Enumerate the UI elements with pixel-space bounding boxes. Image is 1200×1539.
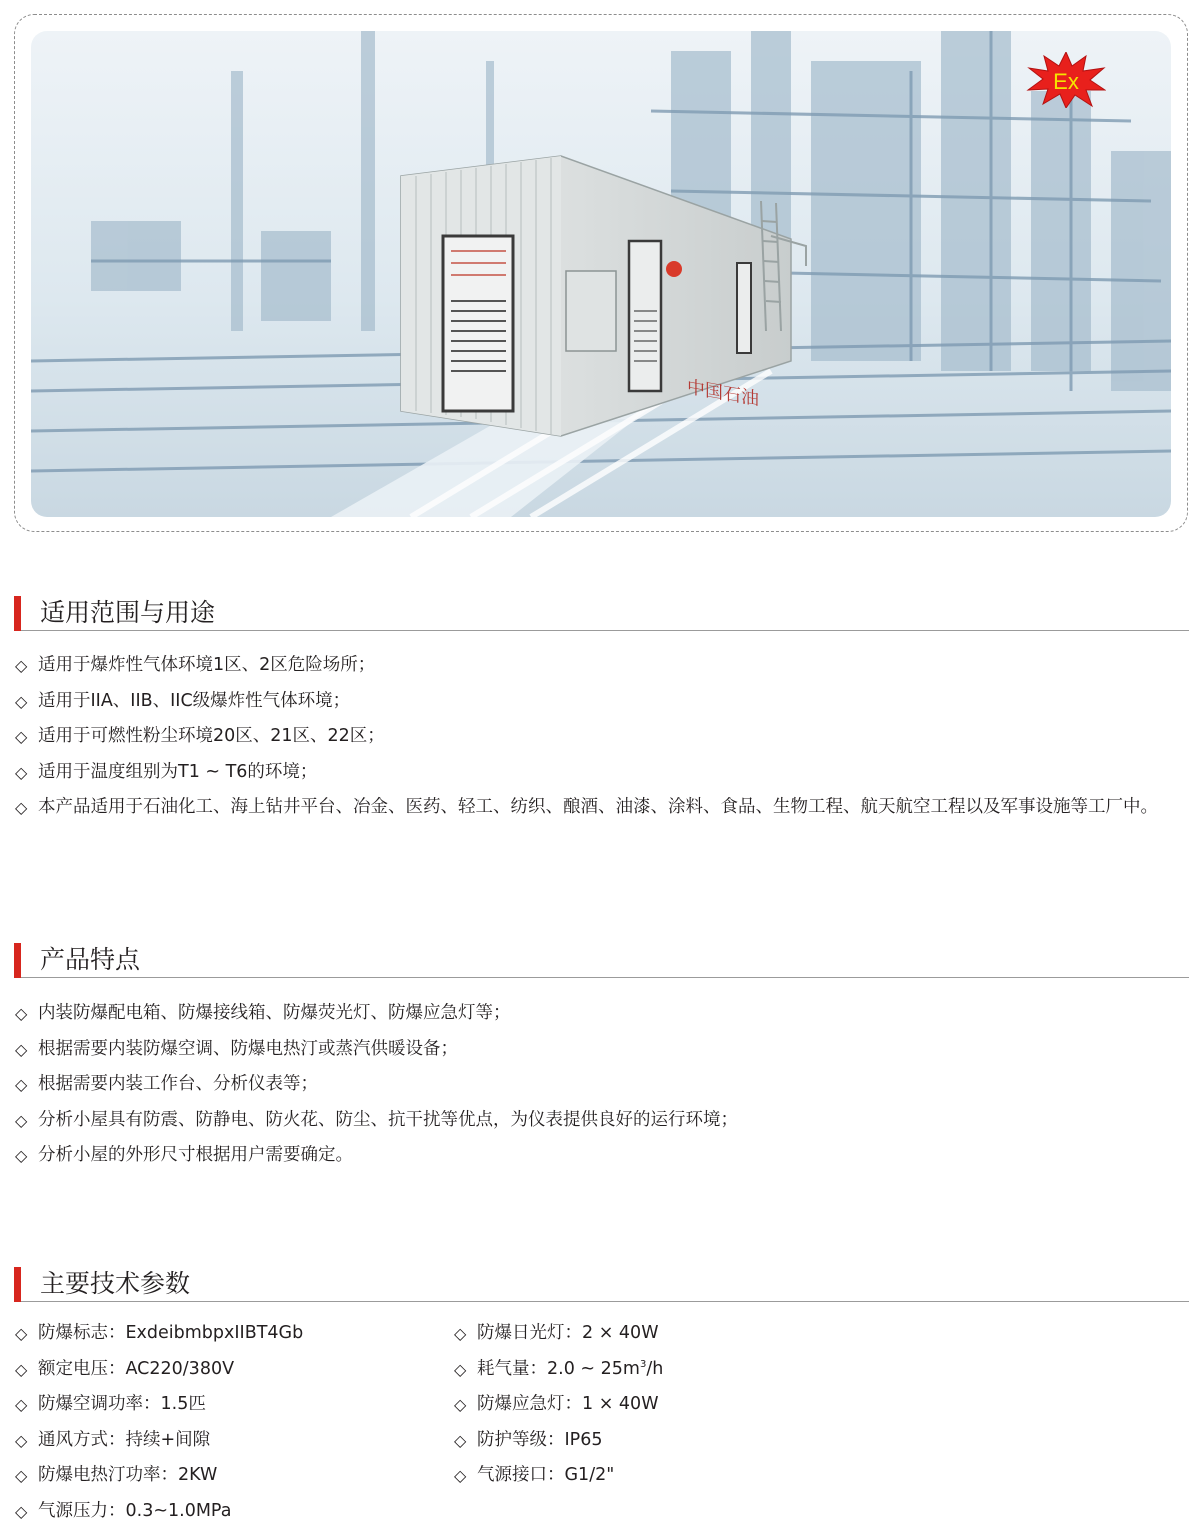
ex-badge-text: Ex bbox=[1053, 69, 1079, 94]
spec-item: ◇ 防爆标志：ExdeibmbpxIIBT4Gb bbox=[14, 1316, 303, 1352]
diamond-bullet-icon: ◇ bbox=[15, 656, 28, 675]
section-title: 产品特点 bbox=[40, 945, 141, 974]
spec-item: ◇ 防护等级：IP65 bbox=[453, 1423, 663, 1459]
container-logo-text: 中国石油 bbox=[687, 376, 759, 411]
diamond-bullet-icon: ◇ bbox=[454, 1395, 467, 1414]
spec-item: ◇ 耗气量：2.0 ~ $25m^3/h$ bbox=[453, 1352, 663, 1388]
diamond-bullet-icon: ◇ bbox=[15, 691, 28, 711]
section-title: 适用范围与用途 bbox=[40, 598, 216, 627]
section-header-features bbox=[14, 943, 1189, 983]
diamond-bullet-icon: ◇ bbox=[15, 1430, 28, 1450]
spec-item: ◇ 防爆日光灯：2 × 40W bbox=[453, 1316, 663, 1352]
spec-item: ◇ 气源压力：0.3~1.0MPa bbox=[14, 1494, 303, 1530]
section-divider bbox=[21, 977, 1189, 978]
list-item: ◇ 分析小屋具有防震、防静电、防火花、防尘、抗干扰等优点，为仪表提供良好的运行环境； bbox=[14, 1103, 1194, 1139]
product-photo bbox=[31, 31, 1171, 517]
diamond-bullet-icon: ◇ bbox=[15, 798, 28, 817]
list-item: ◇ 适用于IIA、IIB、IIC级爆炸性气体环境； bbox=[14, 684, 1194, 720]
section-header-scope bbox=[14, 596, 1189, 636]
spec-item: ◇ 气源接口：G1/2" bbox=[453, 1458, 663, 1494]
section-header-specs bbox=[14, 1267, 1189, 1307]
diamond-bullet-icon: ◇ bbox=[15, 1501, 28, 1521]
section-accent-bar bbox=[14, 596, 21, 631]
spec-item: ◇ 防爆电热汀功率：2KW bbox=[14, 1458, 303, 1494]
scope-list bbox=[14, 648, 1194, 826]
list-item: ◇ 内装防爆配电箱、防爆接线箱、防爆荧光灯、防爆应急灯等； bbox=[14, 996, 1194, 1032]
diamond-bullet-icon: ◇ bbox=[454, 1466, 467, 1485]
diamond-bullet-icon: ◇ bbox=[454, 1359, 467, 1379]
list-item: ◇ 分析小屋的外形尺寸根据用户需要确定。 bbox=[14, 1138, 1194, 1174]
section-divider bbox=[21, 630, 1189, 631]
diamond-bullet-icon: ◇ bbox=[15, 1004, 28, 1023]
spec-item: ◇ 额定电压：AC220/380V bbox=[14, 1352, 303, 1388]
list-item: ◇ 根据需要内装防爆空调、防爆电热汀或蒸汽供暖设备； bbox=[14, 1032, 1194, 1068]
list-item: ◇ 适用于爆炸性气体环境1区、2区危险场所； bbox=[14, 648, 1194, 684]
diamond-bullet-icon: ◇ bbox=[15, 762, 28, 782]
diamond-bullet-icon: ◇ bbox=[15, 1466, 28, 1485]
diamond-bullet-icon: ◇ bbox=[454, 1324, 467, 1343]
spec-item: ◇ 防爆应急灯：1 × 40W bbox=[453, 1387, 663, 1423]
specs-list-left bbox=[14, 1316, 303, 1529]
diamond-bullet-icon: ◇ bbox=[15, 1359, 28, 1379]
features-list bbox=[14, 996, 1194, 1174]
section-title: 主要技术参数 bbox=[40, 1269, 191, 1298]
ex-explosion-badge-icon bbox=[1026, 52, 1106, 108]
diamond-bullet-icon: ◇ bbox=[15, 1395, 28, 1414]
list-item: ◇ 本产品适用于石油化工、海上钻井平台、冶金、医药、轻工、纺织、酿酒、油漆、涂料、食品、生物工程、航天航空工程以及军事设施等工厂中。 bbox=[14, 790, 1194, 826]
diamond-bullet-icon: ◇ bbox=[15, 1075, 28, 1094]
list-item: ◇ 根据需要内装工作台、分析仪表等； bbox=[14, 1067, 1194, 1103]
list-item: ◇ 适用于温度组别为T1 ~ T6的环境； bbox=[14, 755, 1194, 791]
diamond-bullet-icon: ◇ bbox=[15, 1110, 28, 1130]
diamond-bullet-icon: ◇ bbox=[15, 1146, 28, 1165]
section-accent-bar bbox=[14, 943, 21, 978]
diamond-bullet-icon: ◇ bbox=[15, 1324, 28, 1343]
diamond-bullet-icon: ◇ bbox=[454, 1430, 467, 1450]
section-accent-bar bbox=[14, 1267, 21, 1302]
specs-list-right bbox=[453, 1316, 663, 1494]
diamond-bullet-icon: ◇ bbox=[15, 727, 28, 746]
spec-item: ◇ 防爆空调功率：1.5匹 bbox=[14, 1387, 303, 1423]
section-divider bbox=[21, 1301, 1189, 1302]
diamond-bullet-icon: ◇ bbox=[15, 1039, 28, 1059]
spec-item: ◇ 通风方式：持续+间隙 bbox=[14, 1423, 303, 1459]
list-item: ◇ 适用于可燃性粉尘环境20区、21区、22区； bbox=[14, 719, 1194, 755]
